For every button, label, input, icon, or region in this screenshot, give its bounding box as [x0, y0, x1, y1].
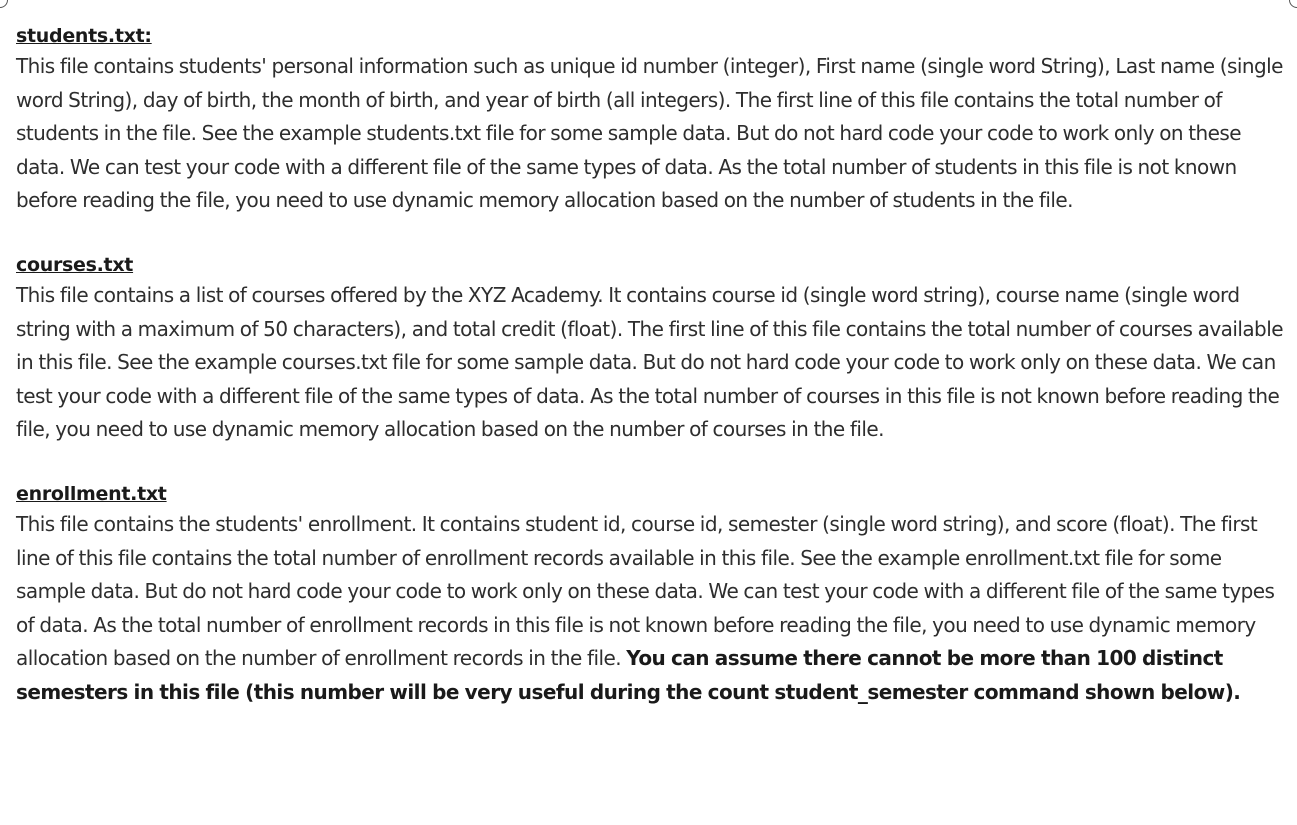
enrollment-section [16, 480, 1283, 710]
courses-section [16, 251, 1283, 447]
courses-description: This file contains a list of courses offered by the XYZ Academy. It contains course id (single word string), course name (single word string with a maximum of 50 characters), and total credit (float). The first line of this file contains the total number of courses available in this file. See the example courses.txt file for some sample data. But do not hard code your code to work only on these data. We can test your code with a different file of the same types of data. As the total number of courses in this file is not known before reading the file, you need to use dynamic memory allocation based on the number of courses in the file. [16, 282, 1283, 442]
enrollment-semester-note: You can assume there cannot be more than 100 distinct semesters in this file (this number will be very useful during the count student_semester command shown below). [16, 646, 1241, 704]
students-description: This file contains students' personal information such as unique id number (integer), First name (single word String), Last name (single word String), day of birth, the month of birth, and year of birth (all integers). The first line of this file contains the total number of students in the file. See the example students.txt file for some sample data. But do not hard code your code to work only on these data. We can test your code with a different file of the same types of data. As the total number of students in this file is not known before reading the file, you need to use dynamic memory allocation based on the number of students in the file. [16, 54, 1283, 213]
students-heading: students.txt: [16, 25, 152, 47]
enrollment-heading: enrollment.txt [16, 482, 167, 505]
students-section [16, 22, 1283, 218]
resize-handle-top-right[interactable] [1289, 0, 1297, 8]
resize-handle-top-left[interactable] [0, 0, 8, 8]
courses-heading: courses.txt [16, 253, 134, 276]
enrollment-description-text: This file contains the students' enrollment. It contains student id, course id, semester (single word string), and score (float). The first line of this file contains the total number of enrollment records available in this file. See the example enrollment.txt file for some sample data. But do not hard code your code to work only on these data. We can test your code with a different file of the same types of data. As the total number of enrollment records in this file is not known before reading the file, you need to use dynamic memory allocation based on the number of enrollment records in the file. [16, 511, 1275, 671]
enrollment-description [16, 508, 1283, 710]
